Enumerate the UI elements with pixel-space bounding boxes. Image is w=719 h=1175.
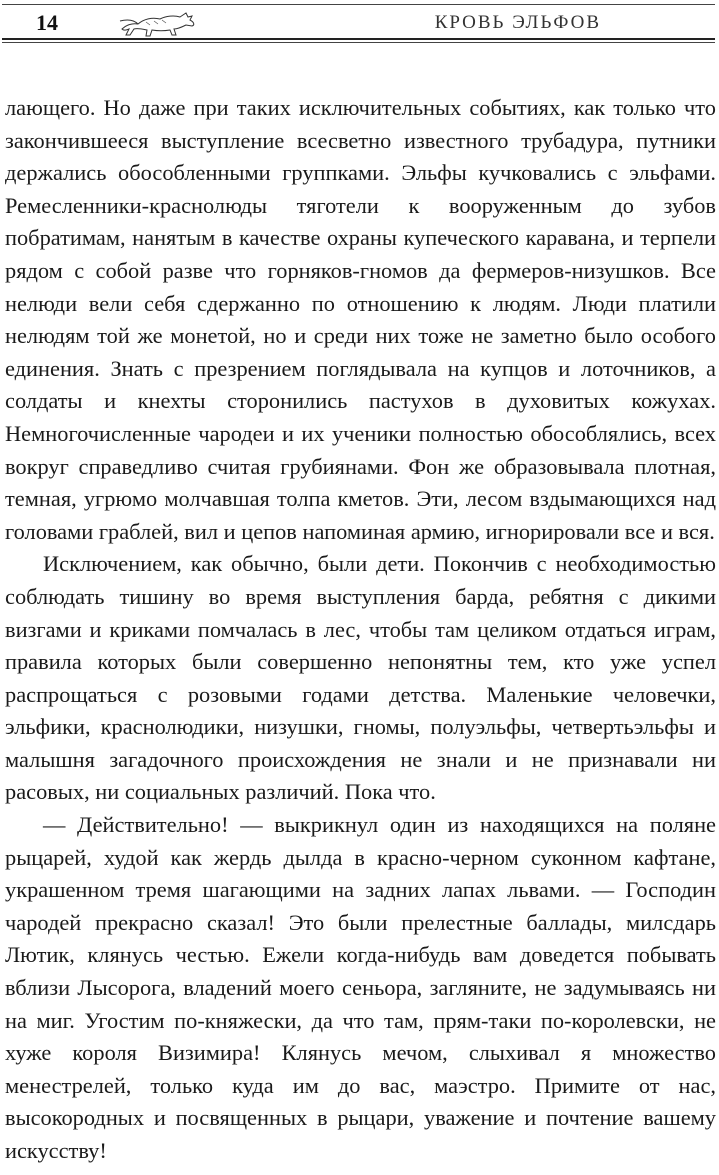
paragraph: Исключением, как обычно, были дети. Покончив с необходимостью соблюдать тишину во время выступления барда, ребятня с дикими визгами и криками помчалась в лес, чтобы там целиком отдаться играм, правила которых были совершенно непонятны тем, кто уже успел распрощаться с розовыми годами детства. Маленькие человечки, эльфики, краснолюдики, низушки, гномы, полуэльфы, четвертьэльфы и малышня загадочного происхождения не знали и не признавали ни расовых, ни социальных различий. Пока что.: [5, 551, 716, 805]
body-text: [5, 92, 716, 1168]
header-rule-bottom-thin: [2, 42, 715, 43]
running-title: КРОВЬ ЭЛЬФОВ: [434, 12, 601, 33]
header-rule-bottom: [2, 38, 715, 40]
paragraph: — Действительно! — выкрикнул один из находящихся на поляне рыцарей, худой как жердь дылда в красно-черном суконном кафтане, украшенном тремя шагающими на задних лапах львами. — Господин чародей прекрасно сказал! Это были прелестные баллады, милсдарь Лютик, клянусь честью. Ежели когда-нибудь вам доведется побывать вблизи Лысорога, владений моего сеньора, загляните, не задумываясь ни на миг. Угостим по-княжески, да что там, прям-таки по-королевски, не хуже короля Визимира! Клянусь мечом, слыхивал я множество менестрелей, только куда им до вас, маэстро. Примите от нас, высокородных и посвященных в рыцари, уважение и почтение вашему искусству!: [5, 812, 716, 1163]
running-header: [0, 0, 719, 46]
wolf-ornament-icon: [116, 7, 198, 39]
header-rule-top: [2, 4, 715, 5]
page-number: 14: [36, 10, 58, 35]
paragraph: лающего. Но даже при таких исключительных событиях, как только что закончившееся выступление всесветно известного трубадура, путники держались обособленными группками. Эльфы кучковались с эльфами. Ремесленники-краснолюды тяготели к вооруженным до зубов побратимам, нанятым в качестве охраны купеческого каравана, и терпели рядом с собой разве что горняков-гномов да фермеров-низушков. Все нелюди вели себя сдержанно по отношению к людям. Люди платили нелюдям той же монетой, но и среди них тоже не заметно было особого единения. Знать с презрением поглядывала на купцов и лоточников, а солдаты и кнехты сторонились пастухов в духовитых кожухах. Немногочисленные чародеи и их ученики полностью обособлялись, всех вокруг справедливо считая грубиянами. Фон же образовывала плотная, темная, угрюмо молчавшая толпа кметов. Эти, лесом вздымающихся над головами граблей, вил и цепов напоминая армию, игнорировали все и вся.: [5, 95, 716, 544]
